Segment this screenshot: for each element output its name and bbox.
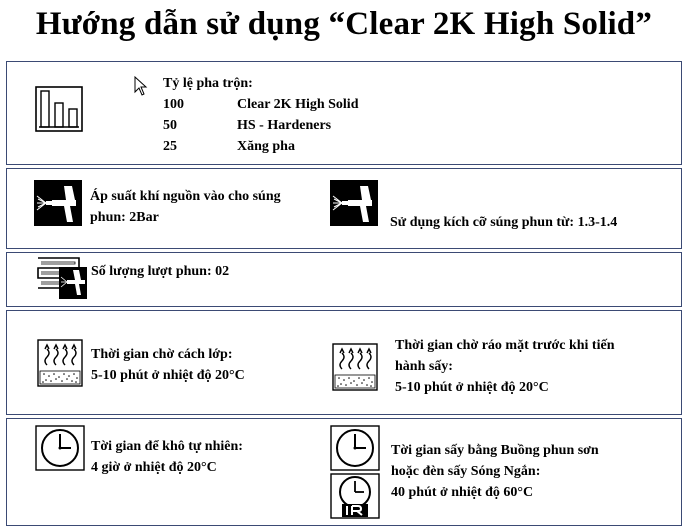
pressure-line1: Áp suất khí nguồn vào cho súng bbox=[90, 189, 281, 204]
mix-row bbox=[163, 94, 358, 115]
clock-icon bbox=[330, 425, 380, 471]
mix-qty: 50 bbox=[163, 118, 177, 133]
flash-off-line1: Thời gian chờ ráo mặt trước khi tiến bbox=[395, 338, 615, 353]
bake-line2: hoặc đèn sấy Sóng Ngắn: bbox=[391, 464, 541, 479]
mix-product: Clear 2K High Solid bbox=[237, 97, 359, 112]
flash-off-line2: hành sấy: bbox=[395, 359, 453, 374]
mouse-cursor-icon bbox=[134, 76, 148, 96]
bake-line3: 40 phút ở nhiệt độ 60°C bbox=[391, 485, 534, 500]
flash-line2: 5-10 phút ở nhiệt độ 20°C bbox=[91, 368, 245, 383]
mixing-ratio-icon bbox=[35, 86, 83, 132]
bake-line1: Tời gian sấy bằng Buồng phun sơn bbox=[391, 443, 599, 458]
clock-icon bbox=[35, 425, 85, 471]
air-dry-line1: Tời gian để khô tự nhiên: bbox=[91, 439, 243, 454]
mix-qty: 25 bbox=[163, 139, 177, 154]
spray-setup-panel bbox=[6, 168, 682, 249]
nozzle-size: Sử dụng kích cỡ súng phun từ: 1.3-1.4 bbox=[390, 215, 618, 230]
heat-waves-icon bbox=[37, 339, 83, 387]
mix-ratio-label: Tỷ lệ pha trộn: bbox=[163, 76, 253, 91]
spray-gun-icon bbox=[34, 180, 82, 226]
pressure-line2: phun: 2Bar bbox=[90, 210, 159, 225]
flash-time-panel bbox=[6, 310, 682, 415]
coats-panel bbox=[6, 252, 682, 307]
air-dry-line2: 4 giờ ở nhiệt độ 20°C bbox=[91, 460, 217, 475]
mix-product: HS - Hardeners bbox=[237, 118, 332, 133]
infrared-clock-icon bbox=[330, 473, 380, 519]
mix-row bbox=[163, 115, 358, 136]
flash-line1: Thời gian chờ cách lớp: bbox=[91, 347, 233, 362]
heat-waves-icon bbox=[332, 343, 378, 391]
flash-off-line3: 5-10 phút ở nhiệt độ 20°C bbox=[395, 380, 549, 395]
mix-row bbox=[163, 136, 358, 157]
mix-qty: 100 bbox=[163, 97, 184, 112]
mix-product: Xăng pha bbox=[237, 139, 295, 154]
mix-ratio-panel bbox=[6, 61, 682, 165]
page-title: Hướng dẫn sử dụng “Clear 2K High Solid” bbox=[35, 6, 653, 42]
spray-gun-icon bbox=[330, 180, 378, 226]
coats-count: Số lượng lượt phun: 02 bbox=[91, 264, 230, 279]
drying-panel bbox=[6, 418, 682, 526]
spray-coats-icon bbox=[35, 255, 87, 303]
